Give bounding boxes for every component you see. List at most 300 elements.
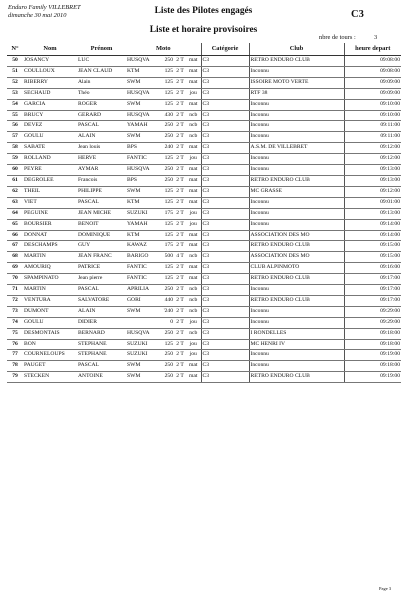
cell-stroke: 2 T: [174, 263, 186, 274]
cell-moto: FANTIC: [126, 154, 156, 165]
table-row: [7, 263, 401, 274]
cell-number: 69: [7, 263, 23, 274]
cell-nom: GOULU: [23, 317, 77, 328]
cell-moto: KAWAZ: [126, 241, 156, 252]
cell-nom: BOURSIER: [23, 219, 77, 230]
cell-stroke: 2 T: [174, 154, 186, 165]
cell-moto: FANTIC: [126, 263, 156, 274]
cell-prenom: DOMINIQUE: [77, 230, 126, 241]
col-club: Club: [249, 43, 344, 56]
cell-cc: '240: [156, 306, 174, 317]
cell-categorie: C3: [201, 339, 249, 350]
cell-cc: 250: [156, 328, 174, 339]
cell-type: jou: [186, 219, 201, 230]
cell-heure: 09:01:00: [344, 197, 401, 208]
cell-type: ncb: [186, 306, 201, 317]
cell-categorie: C3: [201, 241, 249, 252]
cell-heure: 09:15:00: [344, 241, 401, 252]
cell-prenom: Jean louis: [77, 143, 126, 154]
table-row: [7, 208, 401, 219]
cell-club: Inconnu: [249, 165, 344, 176]
cell-moto: BPS: [126, 143, 156, 154]
cell-heure: 09:11:00: [344, 121, 401, 132]
cell-cc: 250: [156, 361, 174, 372]
col-moto: Moto: [126, 43, 201, 56]
cell-club: ASSOCIATION DES MO: [249, 230, 344, 241]
cell-number: 77: [7, 350, 23, 361]
cell-club: A.S.M. DE VILLEBRET: [249, 143, 344, 154]
cell-number: 73: [7, 306, 23, 317]
cell-stroke: 2 T: [174, 121, 186, 132]
cell-type: mat: [186, 77, 201, 88]
cell-prenom: Théo: [77, 88, 126, 99]
cell-moto: GORI: [126, 295, 156, 306]
cell-number: 67: [7, 241, 23, 252]
cell-cc: 125: [156, 186, 174, 197]
table-row: [7, 77, 401, 88]
cell-heure: 09:13:00: [344, 208, 401, 219]
cell-nom: BON: [23, 339, 77, 350]
cell-categorie: C3: [201, 317, 249, 328]
table-row: [7, 110, 401, 121]
cell-heure: 09:18:00: [344, 339, 401, 350]
cell-type: ncb: [186, 252, 201, 263]
cell-prenom: GERARD: [77, 110, 126, 121]
cell-nom: JOSANCY: [23, 56, 77, 67]
cell-stroke: 2 T: [174, 295, 186, 306]
cell-heure: 09:09:00: [344, 77, 401, 88]
cell-categorie: C3: [201, 350, 249, 361]
cell-cc: 500: [156, 252, 174, 263]
cell-cc: 250: [156, 372, 174, 383]
cell-categorie: C3: [201, 143, 249, 154]
cell-number: 59: [7, 154, 23, 165]
cell-number: 64: [7, 208, 23, 219]
cell-categorie: C3: [201, 186, 249, 197]
cell-heure: 09:10:00: [344, 110, 401, 121]
cell-type: mat: [186, 361, 201, 372]
cell-club: ISSOIRE MOTO VERTE: [249, 77, 344, 88]
cell-prenom: Francois: [77, 175, 126, 186]
table-row: [7, 295, 401, 306]
cell-type: mat: [186, 241, 201, 252]
cell-prenom: STEPHANE: [77, 339, 126, 350]
cell-number: 62: [7, 186, 23, 197]
cell-categorie: C3: [201, 274, 249, 285]
cell-heure: 09:14:00: [344, 219, 401, 230]
cell-nom: DUMONT: [23, 306, 77, 317]
cell-moto: SWM: [126, 99, 156, 110]
cell-moto: KTM: [126, 66, 156, 77]
cell-categorie: C3: [201, 165, 249, 176]
cell-nom: PEYRE: [23, 165, 77, 176]
cell-heure: 09:11:00: [344, 132, 401, 143]
cell-type: mat: [186, 263, 201, 274]
cell-prenom: ROGER: [77, 99, 126, 110]
cell-stroke: 2 T: [174, 241, 186, 252]
cell-categorie: C3: [201, 110, 249, 121]
cell-type: ncb: [186, 285, 201, 296]
cell-cc: 175: [156, 208, 174, 219]
cell-stroke: 2 T: [174, 88, 186, 99]
cell-number: 74: [7, 317, 23, 328]
page-number: Page 3: [379, 586, 392, 591]
cell-categorie: C3: [201, 88, 249, 99]
cell-prenom: AYMAR: [77, 165, 126, 176]
cell-heure: 09:16:00: [344, 263, 401, 274]
cell-nom: THEIL: [23, 186, 77, 197]
cell-club: Inconnu: [249, 197, 344, 208]
cell-number: 57: [7, 132, 23, 143]
cell-moto: SWM: [126, 306, 156, 317]
table-row: [7, 339, 401, 350]
cell-club: Inconnu: [249, 350, 344, 361]
cell-heure: 09:18:00: [344, 328, 401, 339]
cell-club: ASSOCIATION DES MO: [249, 252, 344, 263]
cell-prenom: JEAN MICHE: [77, 208, 126, 219]
cell-heure: 09:08:00: [344, 66, 401, 77]
cell-club: MC HENRI IV: [249, 339, 344, 350]
cell-club: RETRO ENDURO CLUB: [249, 175, 344, 186]
cell-cc: 250: [156, 175, 174, 186]
table-row: [7, 175, 401, 186]
table-row: [7, 317, 401, 328]
cell-heure: 09:17:00: [344, 274, 401, 285]
cell-number: 75: [7, 328, 23, 339]
cell-number: 70: [7, 274, 23, 285]
table-row: [7, 328, 401, 339]
cell-categorie: C3: [201, 285, 249, 296]
cell-club: Inconnu: [249, 121, 344, 132]
cell-cc: 250: [156, 121, 174, 132]
cell-number: 71: [7, 285, 23, 296]
cell-type: mat: [186, 230, 201, 241]
cell-club: Inconnu: [249, 154, 344, 165]
cell-prenom: ALAIN: [77, 132, 126, 143]
cell-cc: 125: [156, 197, 174, 208]
cell-type: ncb: [186, 132, 201, 143]
cell-stroke: 2 T: [174, 317, 186, 328]
cell-moto: APRILIA: [126, 285, 156, 296]
category-label: C3: [351, 9, 364, 20]
cell-cc: 125: [156, 219, 174, 230]
cell-nom: BRUCY: [23, 110, 77, 121]
cell-nom: RIBERRY: [23, 77, 77, 88]
cell-categorie: C3: [201, 197, 249, 208]
cell-number: 50: [7, 56, 23, 67]
cell-club: Inconnu: [249, 99, 344, 110]
table-row: [7, 165, 401, 176]
cell-nom: DEGROLEE: [23, 175, 77, 186]
cell-number: 53: [7, 88, 23, 99]
cell-number: 79: [7, 372, 23, 383]
cell-cc: 0: [156, 317, 174, 328]
cell-categorie: C3: [201, 77, 249, 88]
cell-cc: 250: [156, 132, 174, 143]
cell-cc: 125: [156, 339, 174, 350]
cell-heure: 09:12:00: [344, 186, 401, 197]
col-categorie: Catégorie: [201, 43, 249, 56]
cell-heure: 09:13:00: [344, 175, 401, 186]
cell-cc: 430: [156, 110, 174, 121]
cell-nom: PEGUINE: [23, 208, 77, 219]
cell-number: 56: [7, 121, 23, 132]
cell-prenom: PASCAL: [77, 285, 126, 296]
cell-moto: FANTIC: [126, 274, 156, 285]
cell-type: mat: [186, 197, 201, 208]
document-title: Liste des Pilotes engagés: [154, 6, 253, 16]
table-row: [7, 88, 401, 99]
cell-type: mat: [186, 274, 201, 285]
cell-type: mat: [186, 56, 201, 67]
table-row: [7, 306, 401, 317]
cell-moto: SWM: [126, 132, 156, 143]
cell-moto: YAMAH: [126, 121, 156, 132]
cell-moto: HUSQVA: [126, 110, 156, 121]
cell-cc: 250: [156, 165, 174, 176]
cell-club: Inconnu: [249, 361, 344, 372]
cell-prenom: LUC: [77, 56, 126, 67]
cell-nom: ROLLAND: [23, 154, 77, 165]
table-row: [7, 99, 401, 110]
cell-stroke: 2 T: [174, 186, 186, 197]
cell-heure: 09:19:00: [344, 372, 401, 383]
cell-type: jou: [186, 350, 201, 361]
cell-number: 52: [7, 77, 23, 88]
cell-club: Inconnu: [249, 132, 344, 143]
cell-categorie: C3: [201, 66, 249, 77]
cell-type: ncb: [186, 295, 201, 306]
col-heure: heure depart: [344, 43, 401, 56]
cell-stroke: 2 T: [174, 110, 186, 121]
cell-stroke: 2 T: [174, 361, 186, 372]
cell-heure: 09:14:00: [344, 230, 401, 241]
cell-club: Inconnu: [249, 317, 344, 328]
cell-categorie: C3: [201, 230, 249, 241]
cell-type: jou: [186, 154, 201, 165]
cell-club: Inconnu: [249, 306, 344, 317]
cell-number: 60: [7, 165, 23, 176]
cell-heure: 09:19:00: [344, 350, 401, 361]
cell-number: 55: [7, 110, 23, 121]
cell-stroke: 2 T: [174, 66, 186, 77]
cell-cc: 175: [156, 241, 174, 252]
cell-moto: HUSQVA: [126, 328, 156, 339]
cell-heure: 09:15:00: [344, 252, 401, 263]
cell-stroke: 2 T: [174, 132, 186, 143]
cell-heure: 09:10:00: [344, 99, 401, 110]
cell-cc: 240: [156, 143, 174, 154]
table-row: [7, 66, 401, 77]
cell-moto: KTM: [126, 230, 156, 241]
table-body: [7, 56, 401, 383]
cell-type: mat: [186, 66, 201, 77]
cell-nom: SECHAUD: [23, 88, 77, 99]
cell-nom: STECKEN: [23, 372, 77, 383]
tours-info: [319, 34, 378, 41]
cell-categorie: C3: [201, 154, 249, 165]
cell-moto: HUSQVA: [126, 165, 156, 176]
cell-moto: BARIGO: [126, 252, 156, 263]
cell-club: Inconnu: [249, 285, 344, 296]
cell-stroke: 2 T: [174, 339, 186, 350]
cell-cc: 440: [156, 295, 174, 306]
cell-type: jou: [186, 317, 201, 328]
cell-moto: HUSQVA: [126, 56, 156, 67]
cell-type: mat: [186, 175, 201, 186]
cell-heure: 09:17:00: [344, 285, 401, 296]
cell-stroke: 2 T: [174, 197, 186, 208]
cell-stroke: 2 T: [174, 350, 186, 361]
cell-nom: DONNAT: [23, 230, 77, 241]
cell-type: mat: [186, 186, 201, 197]
cell-stroke: 2 T: [174, 219, 186, 230]
cell-categorie: C3: [201, 56, 249, 67]
cell-prenom: PHILIPPE: [77, 186, 126, 197]
cell-cc: 250: [156, 350, 174, 361]
cell-prenom: PASCAL: [77, 121, 126, 132]
cell-prenom: JEAN CLAUD: [77, 66, 126, 77]
cell-stroke: 2 T: [174, 285, 186, 296]
cell-number: 76: [7, 339, 23, 350]
cell-cc: 125: [156, 66, 174, 77]
cell-cc: 125: [156, 230, 174, 241]
table-row: [7, 361, 401, 372]
event-date: dimanche 30 mai 2010: [8, 11, 67, 19]
cell-type: ncb: [186, 328, 201, 339]
cell-nom: SABATE: [23, 143, 77, 154]
cell-categorie: C3: [201, 295, 249, 306]
cell-heure: 09:29:00: [344, 306, 401, 317]
table-row: [7, 132, 401, 143]
table-row: [7, 230, 401, 241]
cell-prenom: DIDIER: [77, 317, 126, 328]
cell-heure: 09:12:00: [344, 154, 401, 165]
cell-nom: GARCIA: [23, 99, 77, 110]
cell-prenom: GUY: [77, 241, 126, 252]
cell-stroke: 2 T: [174, 208, 186, 219]
cell-categorie: C3: [201, 208, 249, 219]
cell-stroke: 2 T: [174, 77, 186, 88]
cell-cc: 125: [156, 263, 174, 274]
cell-number: 58: [7, 143, 23, 154]
cell-number: 72: [7, 295, 23, 306]
cell-heure: 09:09:00: [344, 88, 401, 99]
tours-label: nbre de tours :: [319, 34, 356, 41]
cell-nom: COULLOUX: [23, 66, 77, 77]
table-row: [7, 154, 401, 165]
cell-club: RETRO ENDURO CLUB: [249, 274, 344, 285]
table-row: [7, 350, 401, 361]
cell-nom: SPAMPINATO: [23, 274, 77, 285]
cell-prenom: PATRICE: [77, 263, 126, 274]
cell-club: I RONDELLES: [249, 328, 344, 339]
cell-cc: 250: [156, 56, 174, 67]
cell-categorie: C3: [201, 99, 249, 110]
table-header-row: [7, 43, 401, 56]
cell-nom: DEVEZ: [23, 121, 77, 132]
cell-number: 63: [7, 197, 23, 208]
cell-number: 65: [7, 219, 23, 230]
table-row: [7, 372, 401, 383]
cell-nom: AMOURIQ: [23, 263, 77, 274]
cell-cc: 125: [156, 77, 174, 88]
cell-stroke: 2 T: [174, 274, 186, 285]
cell-nom: PAUGET: [23, 361, 77, 372]
cell-categorie: C3: [201, 132, 249, 143]
cell-categorie: C3: [201, 328, 249, 339]
cell-categorie: C3: [201, 252, 249, 263]
cell-number: 51: [7, 66, 23, 77]
cell-moto: KTM: [126, 197, 156, 208]
table-row: [7, 197, 401, 208]
cell-cc: 125: [156, 88, 174, 99]
cell-heure: 09:08:00: [344, 56, 401, 67]
cell-cc: 125: [156, 154, 174, 165]
cell-type: mat: [186, 99, 201, 110]
pilots-table: [7, 43, 401, 383]
cell-club: RETRO ENDURO CLUB: [249, 56, 344, 67]
cell-nom: MARTIN: [23, 285, 77, 296]
cell-prenom: Jean pierre: [77, 274, 126, 285]
cell-cc: 125: [156, 274, 174, 285]
cell-cc: 250: [156, 285, 174, 296]
cell-categorie: C3: [201, 175, 249, 186]
cell-moto: SWM: [126, 372, 156, 383]
cell-type: jou: [186, 208, 201, 219]
cell-nom: MARTIN: [23, 252, 77, 263]
cell-type: mat: [186, 143, 201, 154]
cell-prenom: ANTOINE: [77, 372, 126, 383]
cell-club: MC GRASSE: [249, 186, 344, 197]
cell-prenom: JEAN FRANC: [77, 252, 126, 263]
cell-number: 54: [7, 99, 23, 110]
table-row: [7, 274, 401, 285]
table-row: [7, 285, 401, 296]
document-subtitle: Liste et horaire provisoires: [149, 25, 258, 35]
cell-stroke: 2 T: [174, 143, 186, 154]
cell-prenom: ALAIN: [77, 306, 126, 317]
cell-stroke: 2 T: [174, 175, 186, 186]
cell-type: ncb: [186, 121, 201, 132]
cell-club: RETRO ENDURO CLUB: [249, 372, 344, 383]
cell-moto: SWM: [126, 186, 156, 197]
table-row: [7, 186, 401, 197]
cell-nom: DESMONTAIS: [23, 328, 77, 339]
cell-moto: SWM: [126, 77, 156, 88]
table-row: [7, 252, 401, 263]
cell-nom: VIET: [23, 197, 77, 208]
cell-club: RETRO ENDURO CLUB: [249, 295, 344, 306]
cell-type: mat: [186, 165, 201, 176]
cell-stroke: 2 T: [174, 165, 186, 176]
cell-number: 68: [7, 252, 23, 263]
cell-stroke: 2 T: [174, 372, 186, 383]
cell-moto: SUZUKI: [126, 350, 156, 361]
cell-club: Inconnu: [249, 219, 344, 230]
cell-heure: 09:17:00: [344, 295, 401, 306]
cell-moto: BPS: [126, 175, 156, 186]
cell-club: CLUB ALPINMOTO: [249, 263, 344, 274]
cell-moto: [126, 317, 156, 328]
cell-type: ncb: [186, 110, 201, 121]
cell-type: jou: [186, 339, 201, 350]
cell-prenom: HERVE: [77, 154, 126, 165]
cell-categorie: C3: [201, 372, 249, 383]
cell-categorie: C3: [201, 306, 249, 317]
cell-heure: 09:18:00: [344, 361, 401, 372]
cell-club: RTF 38: [249, 88, 344, 99]
